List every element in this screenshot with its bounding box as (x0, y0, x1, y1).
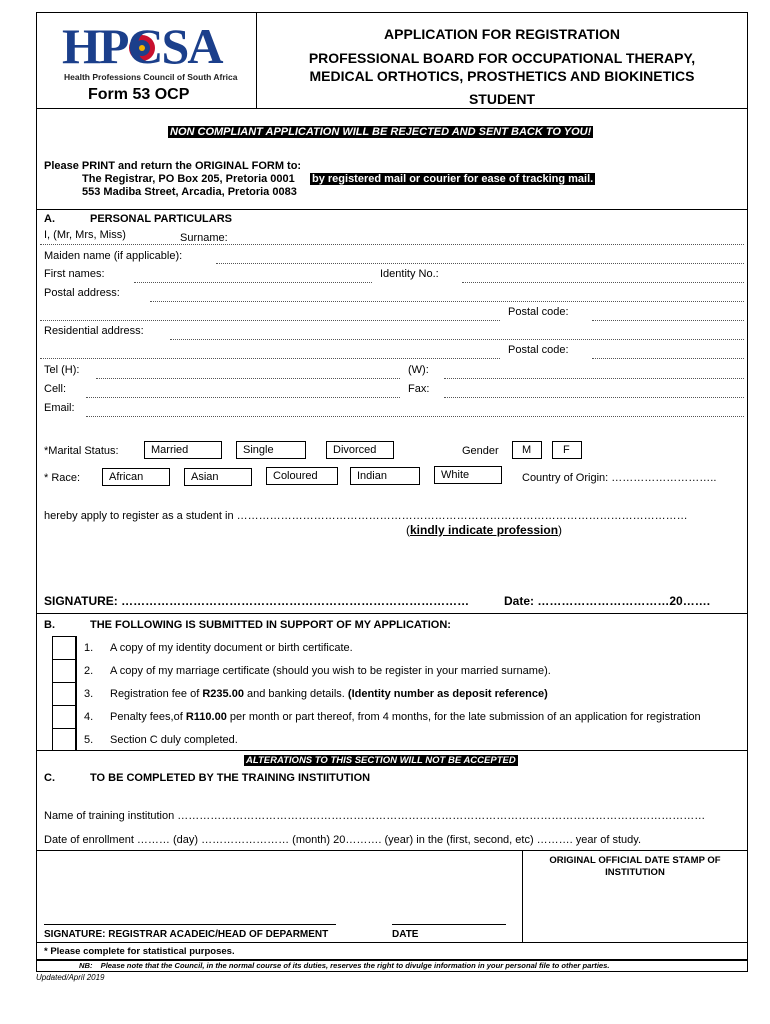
category-label: STUDENT (468, 91, 536, 107)
gender-label: Gender (462, 445, 499, 457)
title-label: I, (Mr, Mrs, Miss) (44, 229, 126, 241)
item-4-post: per month or part thereof, from 4 months, for the late submission of an application for registration (226, 711, 701, 723)
section-c-letter: C. (44, 772, 55, 784)
race-option-white[interactable]: White (434, 466, 502, 484)
return-line2-highlight: by registered mail or courier for ease of tracking mail. (312, 173, 594, 185)
item-4-num: 4. (84, 711, 94, 723)
apply-statement[interactable]: hereby apply to register as a student in …………………………………………………………………………………………………………… (44, 510, 688, 522)
maiden-label: Maiden name (if applicable): (44, 250, 183, 262)
item-4-text (110, 711, 701, 723)
section-b-letter: B. (44, 619, 55, 631)
form-title: APPLICATION FOR REGISTRATION (384, 26, 620, 42)
nb-text: Please note that the Council, in the normal course of its duties, reserves the right to divulge information in your personal file to other parties. (100, 961, 610, 970)
return-line2: The Registrar, PO Box 205, Pretoria 0001 (82, 173, 295, 185)
logo-text: HPCSA (62, 18, 222, 74)
item-4-pre: Penalty fees,of (110, 711, 186, 723)
item-3-num: 3. (84, 688, 94, 700)
logo-subtitle: Health Professions Council of South Africa (64, 72, 238, 82)
gender-option-m[interactable]: M (512, 441, 542, 459)
stamp-area[interactable] (523, 880, 747, 940)
marital-option-single[interactable]: Single (236, 441, 306, 459)
applicant-date[interactable]: Date: ……………………………20……. (504, 594, 711, 608)
institution-name-field[interactable]: Name of training institution ……………………………………………………………………………………………………………………………… (44, 810, 706, 822)
residential-input-1[interactable] (170, 339, 744, 340)
item-3-text (110, 688, 548, 700)
cell-input[interactable] (86, 397, 400, 398)
checkbox-item-5[interactable] (53, 729, 75, 750)
postal-address-label: Postal address: (44, 287, 120, 299)
stats-note: * Please complete for statistical purposes. (44, 946, 235, 957)
postal-address-input-2[interactable] (40, 320, 500, 321)
section-b-top-line (36, 613, 748, 614)
tel-w-input[interactable] (444, 378, 744, 379)
postal-code-input[interactable] (592, 320, 744, 321)
surname-input[interactable] (40, 244, 744, 245)
tel-w-label: (W): (408, 364, 429, 376)
section-c-title: TO BE COMPLETED BY THE TRAINING INSTIITUTION (90, 772, 371, 784)
residential-label: Residential address: (44, 325, 144, 337)
checkbox-item-2[interactable] (53, 660, 75, 681)
item-2-text: A copy of my marriage certificate (should you wish to be register in your married surname). (110, 665, 551, 677)
section-b-title: THE FOLLOWING IS SUBMITTED IN SUPPORT OF MY APPLICATION: (90, 619, 451, 631)
checklist-divider (76, 636, 77, 750)
registrar-date-line[interactable] (392, 924, 506, 925)
identity-label: Identity No.: (380, 268, 439, 280)
header-bottom-line (36, 108, 748, 109)
hpcsa-logo (60, 18, 250, 84)
postal-code-label: Postal code: (508, 306, 569, 318)
item-5-text: Section C duly completed. (110, 734, 238, 746)
registrar-signature-line[interactable] (44, 924, 336, 925)
return-line3: 553 Madiba Street, Arcadia, Pretoria 0083 (82, 186, 297, 198)
email-label: Email: (44, 402, 75, 414)
section-a-letter: A. (44, 213, 55, 225)
surname-label: Surname: (180, 232, 228, 244)
race-option-african[interactable]: African (102, 468, 170, 486)
checkbox-item-4[interactable] (53, 706, 75, 727)
profession-hint-text: kindly indicate profession (410, 523, 559, 537)
item-3-reference: (Identity number as deposit reference) (347, 688, 548, 700)
footer-top-line (36, 942, 748, 943)
item-4-fee: R110.00 (185, 711, 227, 723)
first-names-input[interactable] (134, 282, 372, 283)
nb-label: NB: (79, 961, 93, 970)
postal-code2-input[interactable] (592, 358, 744, 359)
item-3-post: and banking details. (243, 688, 348, 700)
race-option-asian[interactable]: Asian (184, 468, 252, 486)
fax-label: Fax: (408, 383, 430, 395)
item-3-pre: Registration fee of (110, 688, 203, 700)
item-3-fee: R235.00 (202, 688, 244, 700)
applicant-signature[interactable]: SIGNATURE: …………………………………………………………………………… (44, 594, 470, 608)
registrar-date-label: DATE (392, 929, 419, 940)
item-5-num: 5. (84, 734, 94, 746)
country-of-origin[interactable]: Country of Origin: ……………………….. (522, 472, 717, 484)
maiden-input[interactable] (216, 263, 744, 264)
profession-hint-open: ( (406, 523, 410, 537)
stamp-label: ORIGINAL OFFICIAL DATE STAMP OF INSTITUTION (549, 855, 721, 878)
marital-label: *Marital Status: (44, 445, 119, 457)
enrollment-date-field[interactable]: Date of enrollment ……… (day) …………………… (month) 20………. (year) in the (first, second, etc) ………. year of study. (44, 834, 642, 846)
item-2-num: 2. (84, 665, 94, 677)
alterations-warning: ALTERATIONS TO THIS SECTION WILL NOT BE ACCEPTED (246, 755, 516, 766)
race-option-coloured[interactable]: Coloured (266, 467, 338, 485)
residential-input-2[interactable] (40, 358, 500, 359)
board-line1: PROFESSIONAL BOARD FOR OCCUPATIONAL THERAPY, (308, 50, 696, 66)
email-input[interactable] (86, 416, 744, 417)
fax-input[interactable] (444, 397, 744, 398)
first-names-label: First names: (44, 268, 105, 280)
tel-h-input[interactable] (96, 378, 400, 379)
race-label: * Race: (44, 472, 81, 484)
item-1-text: A copy of my identity document or birth certificate. (110, 642, 353, 654)
form-number: Form 53 OCP (88, 86, 190, 103)
postal-code2-label: Postal code: (508, 344, 569, 356)
item-1-num: 1. (84, 642, 94, 654)
section-a-top-line (36, 209, 748, 210)
postal-address-input-1[interactable] (150, 301, 744, 302)
profession-hint (406, 523, 562, 537)
return-line1: Please PRINT and return the ORIGINAL FORM to: (44, 160, 302, 172)
registrar-signature-label: SIGNATURE: REGISTRAR ACADEIC/HEAD OF DEPARMENT (44, 929, 329, 940)
marital-option-divorced[interactable]: Divorced (326, 441, 394, 459)
identity-input[interactable] (462, 282, 744, 283)
marital-option-married[interactable]: Married (144, 441, 222, 459)
stamp-area-top-line (36, 850, 748, 851)
section-a-title: PERSONAL PARTICULARS (90, 213, 232, 225)
profession-hint-close: ) (558, 523, 563, 537)
race-option-indian[interactable]: Indian (350, 467, 420, 485)
gender-option-f[interactable]: F (552, 441, 582, 459)
cell-label: Cell: (44, 383, 67, 395)
checkbox-item-3[interactable] (53, 683, 75, 704)
updated-date: Updated/April 2019 (36, 973, 105, 982)
checkbox-item-1[interactable] (53, 637, 75, 658)
section-c-top-line (36, 750, 748, 751)
board-line2: MEDICAL ORTHOTICS, PROSTHETICS AND BIOKINETICS (309, 68, 695, 84)
noncompliant-notice: NON COMPLIANT APPLICATION WILL BE REJECTED AND SENT BACK TO YOU! (170, 126, 592, 138)
nb-notice (36, 960, 748, 972)
tel-h-label: Tel (H): (44, 364, 80, 376)
